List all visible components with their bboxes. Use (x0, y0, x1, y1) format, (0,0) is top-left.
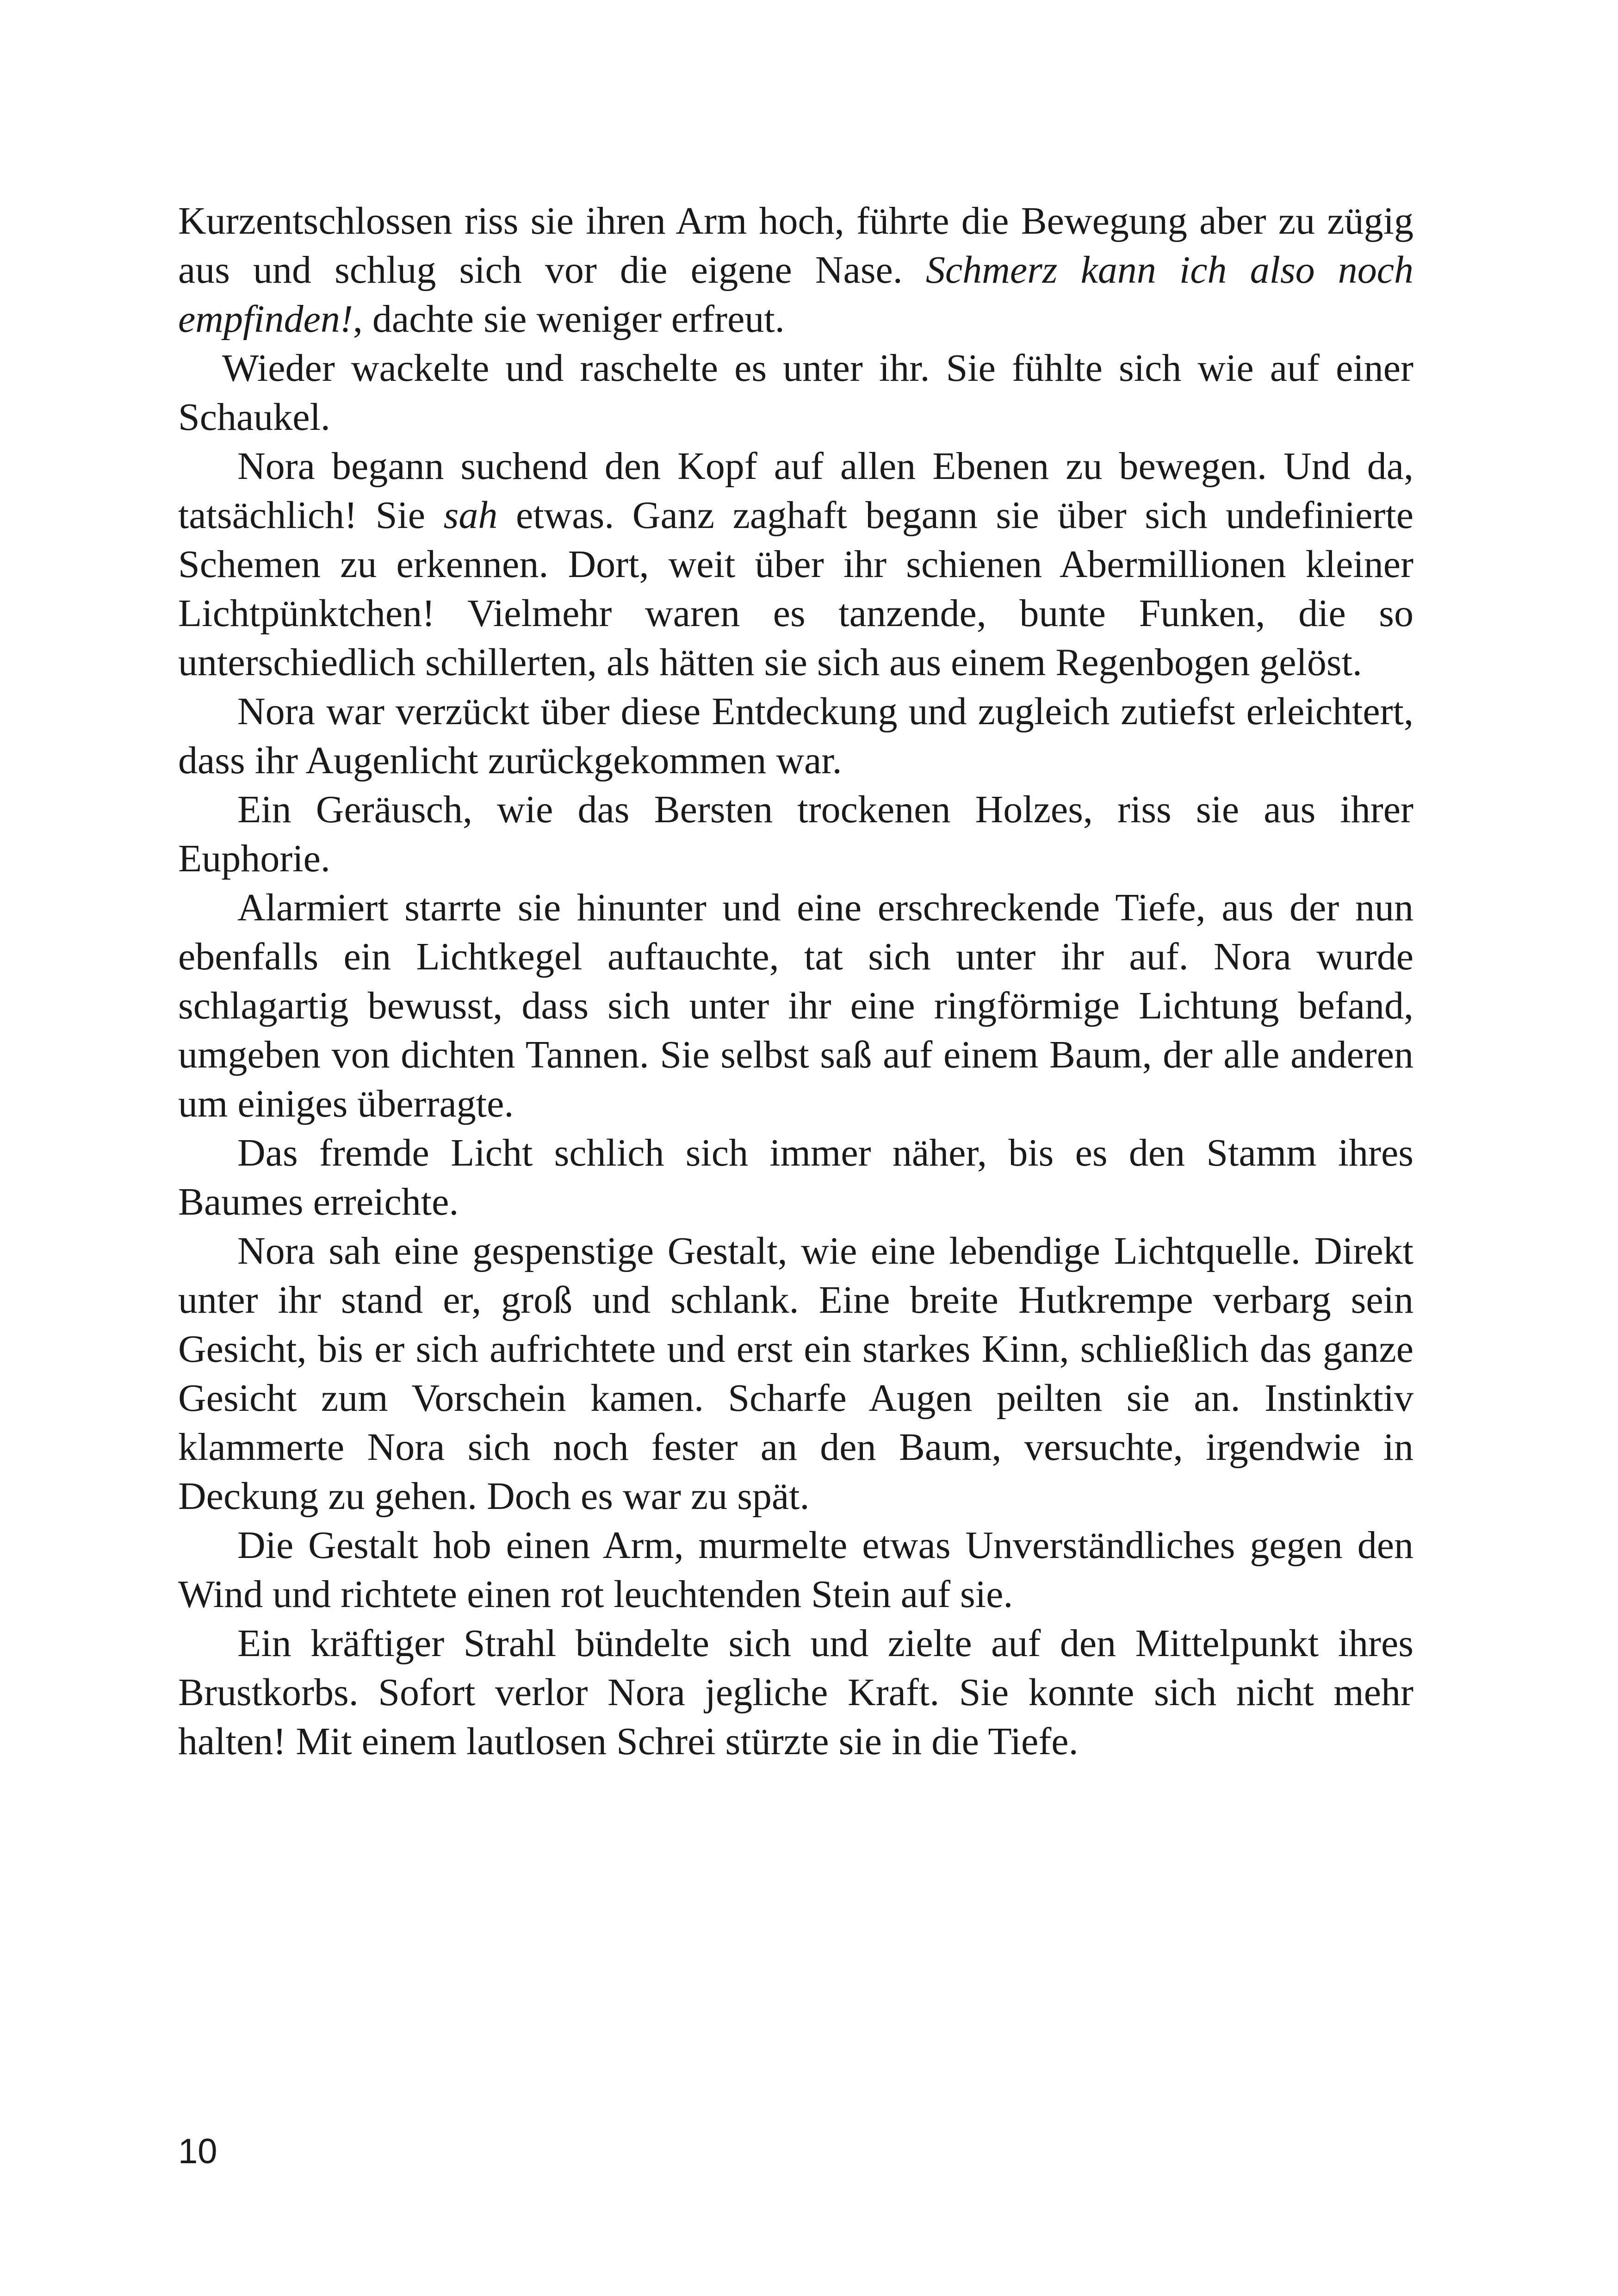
paragraph-1 (178, 197, 1413, 344)
paragraph-1-italic-thought: Schmerz kann ich also noch empfinden! (178, 248, 1414, 341)
paragraph-3-italic-word: sah (443, 494, 498, 537)
paragraph-1-text-a: Kurzentschlossen riss sie ihren Arm hoch, führte die Bewegung aber zu zügig aus und schlug sich vor die eigene Nase. (178, 199, 1413, 292)
paragraph-10: Ein kräftiger Strahl bündelte sich und zielte auf den Mittelpunkt ihres Brustkorbs. Sofort verlor Nora jegliche Kraft. Sie konnte sich nicht mehr halten! Mit einem lautlosen Schrei stürzte sie in die Tiefe. (178, 1622, 1413, 1763)
paragraph-1-text-b: , dachte sie weniger erfreut. (353, 298, 785, 341)
paragraph-3 (178, 442, 1413, 687)
paragraph-3-text-b: etwas. Ganz zaghaft begann sie über sich undefinierte Schemen zu erkennen. Dort, weit über ihr schienen Abermillionen kleiner Lichtpünktchen! Vielmehr waren es tanzende, bunte Funken, die so unterschiedlich schillerten, als hätten sie sich aus einem Regenbogen gelöst. (178, 494, 1413, 684)
body-text (178, 197, 1413, 1766)
paragraph-6: Alarmiert starrte sie hinunter und eine erschreckende Tiefe, aus der nun ebenfalls ein Lichtkegel auftauchte, tat sich unter ihr auf. Nora wurde schlagartig bewusst, dass sich unter ihr eine ringförmige Lichtung befand, umgeben von dichten Tannen. Sie selbst saß auf einem Baum, der alle anderen um einiges überragte. (178, 886, 1413, 1125)
paragraph-9: Die Gestalt hob einen Arm, murmelte etwas Unverständliches gegen den Wind und richtete einen rot leuchtenden Stein auf sie. (178, 1524, 1413, 1616)
page-number: 10 (178, 2132, 217, 2171)
paragraph-2: Wieder wackelte und raschelte es unter ihr. Sie fühlte sich wie auf einer Schaukel. (178, 347, 1413, 439)
paragraph-5: Ein Geräusch, wie das Bersten trockenen Holzes, riss sie aus ihrer Euphorie. (178, 788, 1413, 880)
paragraph-7: Das fremde Licht schlich sich immer näher, bis es den Stamm ihres Baumes erreichte. (178, 1131, 1413, 1223)
paragraph-4: Nora war verzückt über diese Entdeckung und zugleich zutiefst erleichtert, dass ihr Augenlicht zurückgekommen war. (178, 690, 1413, 782)
paragraph-3-text-a: Nora begann suchend den Kopf auf allen Ebenen zu bewegen. Und da, tatsächlich! Sie (178, 445, 1413, 537)
paragraph-8: Nora sah eine gespenstige Gestalt, wie eine lebendige Lichtquelle. Direkt unter ihr stand er, groß und schlank. Eine breite Hutkrempe verbarg sein Gesicht, bis er sich aufrichtete und erst ein starkes Kinn, schließlich das ganze Gesicht zum Vorschein kamen. Scharfe Augen peilten sie an. Instinktiv klammerte Nora sich noch fester an den Baum, versuchte, irgendwie in Deckung zu gehen. Doch es war zu spät. (178, 1229, 1413, 1518)
